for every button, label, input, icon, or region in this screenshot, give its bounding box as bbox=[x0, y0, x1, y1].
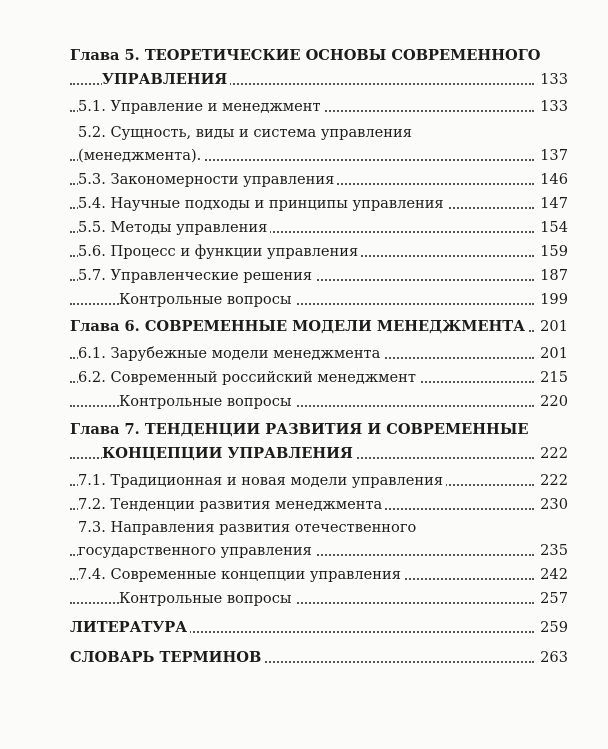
toc-entry-chapter-6 bbox=[70, 315, 568, 339]
toc-entry-title: УПРАВЛЕНИЯ bbox=[102, 71, 230, 88]
toc-page-number: 201 bbox=[537, 342, 568, 366]
toc-entry-title: 6.1. Зарубежные модели менеджмента bbox=[78, 345, 383, 362]
toc-entry-chapter-5 bbox=[70, 44, 568, 92]
toc-entry-section-7-3 bbox=[70, 517, 568, 563]
toc-page-number: 199 bbox=[537, 288, 568, 312]
toc-page-number: 222 bbox=[537, 442, 568, 466]
toc-entry-title: Глава 6. СОВРЕМЕННЫЕ МОДЕЛИ МЕНЕДЖМЕНТА bbox=[70, 318, 528, 335]
toc-entry-review-questions-6 bbox=[70, 390, 568, 414]
toc-page-number: 146 bbox=[537, 168, 568, 192]
toc-entry-section-7-2 bbox=[70, 493, 568, 517]
toc-entry-review-questions-5 bbox=[70, 288, 568, 312]
toc-entry-title: ЛИТЕРАТУРА bbox=[70, 619, 190, 636]
toc-entry-title: 5.5. Методы управления bbox=[78, 219, 270, 236]
toc-page-number: 242 bbox=[537, 563, 568, 587]
toc-entry-title: 5.1. Управление и менеджмент bbox=[78, 98, 324, 115]
toc-entry-title: 5.7. Управленческие решения bbox=[78, 267, 315, 284]
toc-entry-section-5-4 bbox=[70, 192, 568, 216]
toc-entry-title: 7.2. Тенденции развития менеджмента bbox=[78, 496, 385, 513]
toc-entry-chapter-7 bbox=[70, 418, 568, 466]
toc-entry-title: Глава 7. ТЕНДЕНЦИИ РАЗВИТИЯ И СОВРЕМЕННЫЕ bbox=[70, 421, 529, 438]
table-of-contents bbox=[70, 44, 568, 670]
toc-page-number: 230 bbox=[537, 493, 568, 517]
toc-entry-section-5-5 bbox=[70, 216, 568, 240]
toc-entry-section-7-4 bbox=[70, 563, 568, 587]
toc-entry-title: Контрольные вопросы bbox=[119, 291, 295, 308]
toc-entry-title: КОНЦЕПЦИИ УПРАВЛЕНИЯ bbox=[102, 445, 356, 462]
toc-entry-title: Контрольные вопросы bbox=[119, 590, 295, 607]
toc-entry-section-6-2 bbox=[70, 366, 568, 390]
toc-page-number: 259 bbox=[537, 616, 568, 640]
toc-entry-section-5-2 bbox=[70, 122, 568, 168]
toc-entry-title: 7.1. Традиционная и новая модели управления bbox=[78, 472, 446, 489]
toc-entry-title: СЛОВАРЬ ТЕРМИНОВ bbox=[70, 649, 264, 666]
toc-entry-glossary bbox=[70, 646, 568, 670]
toc-entry-title: 7.4. Современные концепции управления bbox=[78, 566, 404, 583]
toc-page-number: 263 bbox=[537, 646, 568, 670]
toc-page-number: 220 bbox=[537, 390, 568, 414]
toc-entry-title: 7.3. Направления развития отечественного bbox=[78, 519, 417, 536]
toc-entry-title: (менеджмента). bbox=[78, 147, 204, 164]
toc-entry-section-5-1 bbox=[70, 95, 568, 119]
toc-entry-title: государственного управления bbox=[78, 542, 315, 559]
toc-page-number: 201 bbox=[537, 315, 568, 339]
toc-entry-title: 5.6. Процесс и функции управления bbox=[78, 243, 361, 260]
toc-entry-title: 5.3. Закономерности управления bbox=[78, 171, 337, 188]
toc-page-number: 137 bbox=[537, 144, 568, 168]
toc-page-number: 187 bbox=[537, 264, 568, 288]
toc-page-number: 257 bbox=[537, 587, 568, 611]
toc-page-number: 154 bbox=[537, 216, 568, 240]
toc-page-number: 159 bbox=[537, 240, 568, 264]
toc-page-number: 235 bbox=[537, 539, 568, 563]
toc-entry-title: 5.2. Сущность, виды и система управления bbox=[78, 124, 412, 141]
toc-entry-title: 6.2. Современный российский менеджмент bbox=[78, 369, 419, 386]
toc-entry-title: 5.4. Научные подходы и принципы управления bbox=[78, 195, 447, 212]
toc-entry-section-5-6 bbox=[70, 240, 568, 264]
toc-entry-literature bbox=[70, 616, 568, 640]
toc-entry-section-5-3 bbox=[70, 168, 568, 192]
toc-entry-title: Контрольные вопросы bbox=[119, 393, 295, 410]
toc-page-number: 133 bbox=[537, 95, 568, 119]
toc-page-number: 215 bbox=[537, 366, 568, 390]
toc-entry-section-7-1 bbox=[70, 469, 568, 493]
toc-entry-title: Глава 5. ТЕОРЕТИЧЕСКИЕ ОСНОВЫ СОВРЕМЕННОГО bbox=[70, 47, 541, 64]
toc-entry-section-6-1 bbox=[70, 342, 568, 366]
toc-entry-review-questions-7 bbox=[70, 587, 568, 611]
toc-page-number: 133 bbox=[537, 68, 568, 92]
toc-page-number: 147 bbox=[537, 192, 568, 216]
toc-entry-section-5-7 bbox=[70, 264, 568, 288]
toc-page-number: 222 bbox=[537, 469, 568, 493]
